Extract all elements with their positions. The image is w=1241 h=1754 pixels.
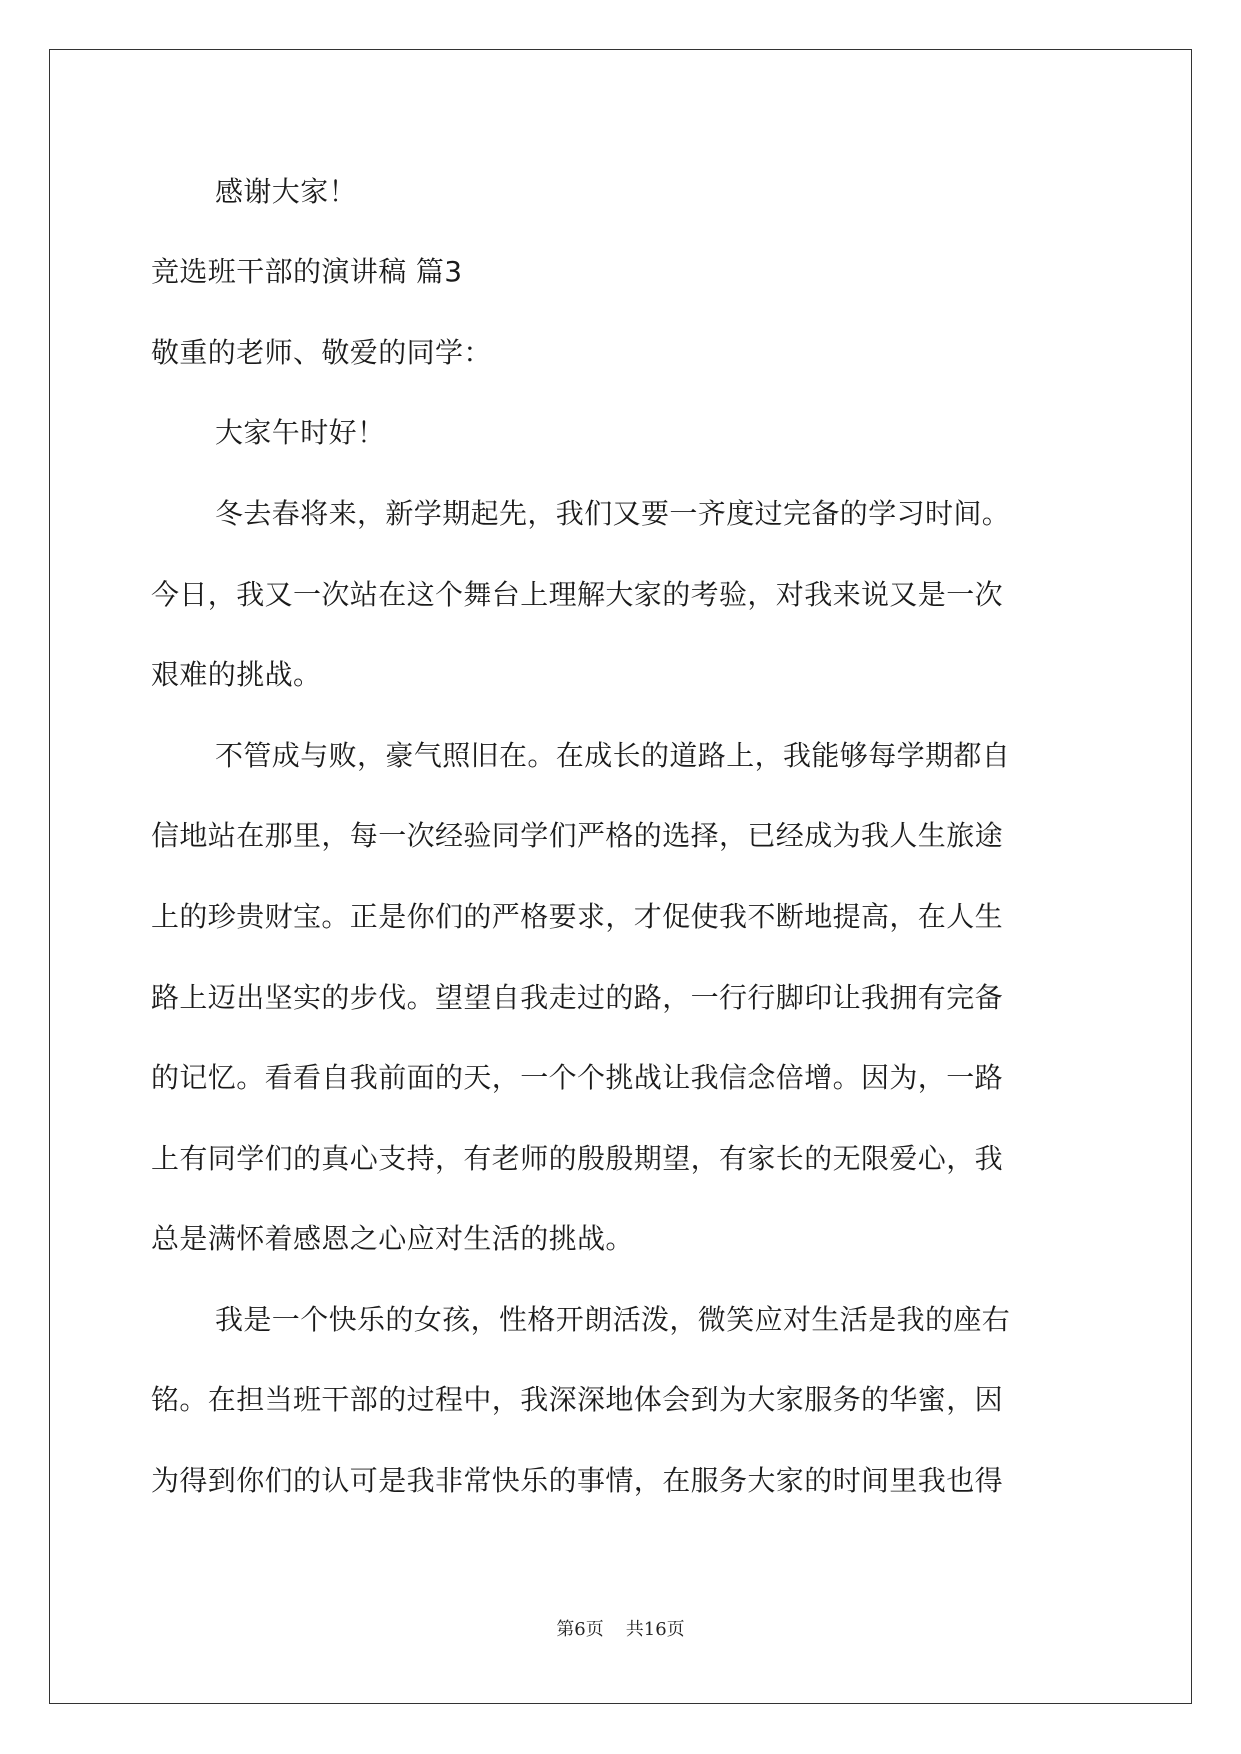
closing-line: 感谢大家！ [215, 175, 358, 208]
paragraph-line: 不管成与败，豪气照旧在。在成长的道路上，我能够每学期都自 [215, 739, 1011, 772]
page-footer [0, 1618, 1241, 1642]
paragraph-line: 冬去春将来，新学期起先，我们又要一齐度过完备的学习时间。 [215, 497, 1011, 530]
page-number: 第6页 [556, 1619, 604, 1640]
paragraph-line: 上有同学们的真心支持，有老师的殷殷期望，有家长的无限爱心，我 [151, 1142, 1004, 1175]
paragraph-line: 的记忆。看看自我前面的天，一个个挑战让我信念倍增。因为，一路 [151, 1061, 1004, 1094]
paragraph-line: 艰难的挑战。 [151, 658, 322, 691]
salutation: 敬重的老师、敬爱的同学： [151, 336, 492, 369]
page-total: 共16页 [625, 1619, 685, 1640]
paragraph-line: 总是满怀着感恩之心应对生活的挑战。 [151, 1222, 634, 1255]
paragraph-line: 路上迈出坚实的步伐。望望自我走过的路，一行行脚印让我拥有完备 [151, 981, 1004, 1014]
section-heading: 竞选班干部的演讲稿 篇3 [151, 255, 463, 288]
paragraph-line: 我是一个快乐的女孩，性格开朗活泼，微笑应对生活是我的座右 [215, 1303, 1011, 1336]
paragraph-line: 铭。在担当班干部的过程中，我深深地体会到为大家服务的华蜜，因 [151, 1383, 1004, 1416]
paragraph-line: 上的珍贵财宝。正是你们的严格要求，才促使我不断地提高，在人生 [151, 900, 1004, 933]
paragraph-line: 今日，我又一次站在这个舞台上理解大家的考验，对我来说又是一次 [151, 578, 1004, 611]
paragraph-line: 信地站在那里，每一次经验同学们严格的选择，已经成为我人生旅途 [151, 819, 1004, 852]
page-border [49, 49, 1192, 1704]
paragraph-line: 为得到你们的认可是我非常快乐的事情，在服务大家的时间里我也得 [151, 1464, 1004, 1497]
greeting: 大家午时好！ [215, 416, 386, 449]
